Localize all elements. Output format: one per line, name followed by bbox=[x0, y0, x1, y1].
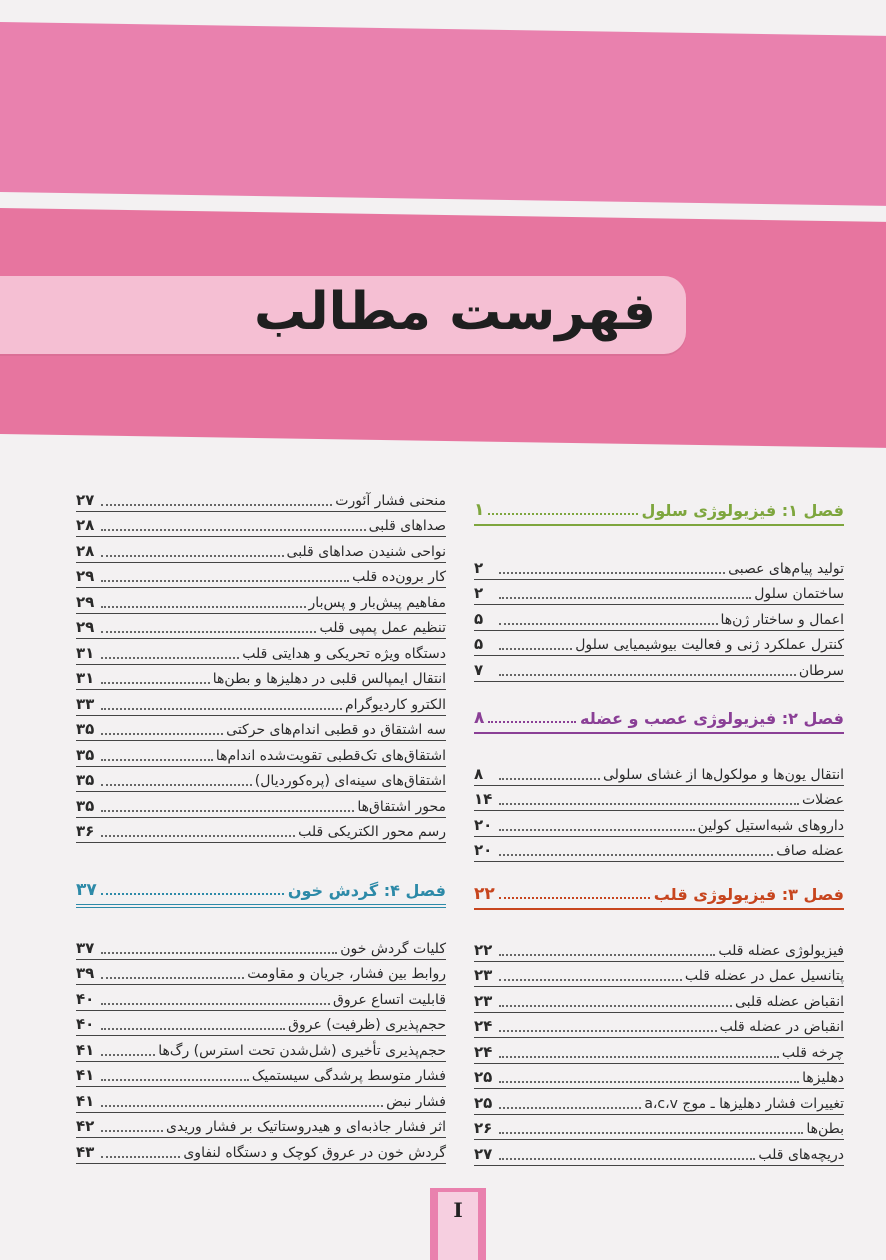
chapter-2-section bbox=[474, 704, 844, 862]
toc-entry[interactable] bbox=[474, 936, 844, 962]
leader-dots bbox=[101, 555, 284, 557]
leader-dots bbox=[499, 954, 715, 956]
toc-entry[interactable] bbox=[474, 631, 844, 657]
chapter-2-page: ۸ bbox=[474, 708, 485, 728]
toc-entry-page: ۲۴ bbox=[474, 1042, 493, 1061]
toc-entry[interactable] bbox=[76, 934, 446, 960]
toc-entry[interactable] bbox=[474, 760, 844, 786]
leader-dots bbox=[101, 682, 210, 684]
leader-dots bbox=[499, 1030, 717, 1032]
leader-dots bbox=[499, 897, 650, 899]
toc-entry[interactable] bbox=[76, 767, 446, 793]
leader-dots bbox=[101, 708, 342, 710]
toc-entry-title: مفاهیم پیش‌بار و پس‌بار bbox=[308, 594, 446, 611]
leader-dots bbox=[101, 893, 284, 895]
leader-dots bbox=[101, 835, 295, 837]
chapter-4-page: ۳۷ bbox=[76, 880, 97, 900]
toc-entry-page: ۳۹ bbox=[76, 964, 95, 982]
toc-entry[interactable] bbox=[474, 656, 844, 682]
toc-entry-title: عضلات bbox=[801, 792, 844, 808]
leader-dots bbox=[488, 721, 576, 723]
page-title: فهرست مطالب bbox=[254, 282, 656, 342]
toc-entry[interactable] bbox=[76, 716, 446, 742]
toc-entry[interactable] bbox=[474, 605, 844, 631]
toc-entry-title: دریچه‌های قلب bbox=[758, 1146, 844, 1163]
leader-dots bbox=[499, 623, 718, 625]
chapter-3-continued-section bbox=[76, 486, 446, 843]
toc-entry[interactable] bbox=[474, 554, 844, 580]
toc-entry-page: ۲ bbox=[474, 584, 484, 602]
leader-dots bbox=[101, 733, 223, 735]
toc-entry[interactable] bbox=[76, 690, 446, 716]
leader-dots bbox=[499, 803, 799, 805]
chapter-3-continued-items bbox=[76, 486, 446, 843]
toc-entry-page: ۳۵ bbox=[76, 796, 95, 815]
leader-dots bbox=[101, 1105, 383, 1107]
header-band-top bbox=[0, 22, 886, 206]
toc-entry[interactable] bbox=[76, 985, 446, 1011]
toc-entry-page: ۳۳ bbox=[76, 694, 95, 713]
toc-entry-title: تنظیم عمل پمپی قلب bbox=[319, 620, 446, 636]
toc-entry[interactable] bbox=[474, 1064, 844, 1090]
toc-entry[interactable] bbox=[76, 537, 446, 563]
toc-entry-page: ۲۹ bbox=[76, 592, 95, 611]
toc-entry-page: ۲۴ bbox=[474, 1017, 493, 1035]
leader-dots bbox=[499, 979, 682, 981]
toc-entry-page: ۲۰ bbox=[474, 841, 493, 859]
toc-entry[interactable] bbox=[474, 786, 844, 812]
toc-entry-title: کلیات گردش خون bbox=[340, 940, 446, 957]
toc-entry[interactable] bbox=[474, 1038, 844, 1064]
toc-entry[interactable] bbox=[76, 486, 446, 512]
page-number-tab bbox=[430, 1188, 486, 1260]
toc-entry-title: سرطان bbox=[798, 662, 844, 679]
toc-entry-page: ۲۰ bbox=[474, 815, 493, 834]
toc-entry-page: ۴۱ bbox=[76, 1040, 95, 1059]
toc-entry-title: اشتقاق‌های سینه‌ای (پره‌کوردیال) bbox=[254, 773, 446, 789]
leader-dots bbox=[101, 784, 252, 786]
chapter-1-section bbox=[474, 496, 844, 682]
toc-entry-page: ۳۷ bbox=[76, 938, 95, 957]
leader-dots bbox=[101, 1130, 163, 1132]
toc-entry[interactable] bbox=[474, 580, 844, 606]
toc-entry-title: نواحی شنیدن صداهای قلبی bbox=[286, 543, 446, 560]
toc-entry-title: حجم‌پذیری (ظرفیت) عروق bbox=[288, 1017, 446, 1033]
toc-entry-title: انقباض در عضله قلب bbox=[719, 1019, 844, 1035]
toc-entry-title: انتقال یون‌ها و مولکول‌ها از غشای سلولی bbox=[602, 766, 844, 783]
chapter-3-items bbox=[474, 936, 844, 1166]
toc-entry-page: ۳۱ bbox=[76, 669, 95, 687]
toc-entry-title: پتانسیل عمل در عضله قلب bbox=[684, 968, 844, 984]
toc-entry-page: ۲۷ bbox=[474, 1144, 493, 1163]
chapter-3-heading[interactable] bbox=[474, 880, 844, 910]
toc-entry-page: ۴۱ bbox=[76, 1091, 95, 1110]
leader-dots bbox=[499, 1005, 732, 1007]
toc-entry-page: ۵ bbox=[474, 635, 484, 653]
toc-entry[interactable] bbox=[76, 960, 446, 986]
toc-entry-title: عضله صاف bbox=[776, 843, 844, 859]
leader-dots bbox=[101, 606, 306, 608]
toc-entry-title: محور اشتقاق‌ها bbox=[357, 798, 446, 815]
toc-entry-title: داروهای شبه‌استیل کولین bbox=[697, 817, 844, 834]
leader-dots bbox=[101, 810, 354, 812]
leader-dots bbox=[499, 1081, 799, 1083]
leader-dots bbox=[101, 504, 332, 506]
toc-entry-page: ۲۶ bbox=[474, 1119, 493, 1137]
leader-dots bbox=[101, 1079, 249, 1081]
leader-dots bbox=[101, 529, 366, 531]
toc-entry-page: ۲۲ bbox=[474, 940, 493, 959]
toc-entry[interactable] bbox=[76, 1138, 446, 1164]
chapter-2-heading[interactable] bbox=[474, 704, 844, 734]
toc-entry[interactable] bbox=[76, 1087, 446, 1113]
toc-entry-title: روابط بین فشار، جریان و مقاومت bbox=[247, 966, 446, 982]
leader-dots bbox=[101, 952, 337, 954]
chapter-1-title: فصل ۱: فیزیولوژی سلول bbox=[641, 501, 844, 520]
toc-entry[interactable] bbox=[76, 563, 446, 589]
chapter-1-page: ۱ bbox=[474, 500, 485, 520]
toc-entry-title: سه اشتقاق دو قطبی اندام‌های حرکتی bbox=[226, 722, 446, 738]
toc-entry-page: ۲۸ bbox=[76, 541, 95, 560]
leader-dots bbox=[101, 759, 213, 761]
toc-entry-page: ۲۷ bbox=[76, 490, 95, 509]
toc-entry-page: ۲۹ bbox=[76, 618, 95, 636]
toc-entry-page: ۷ bbox=[474, 660, 484, 679]
toc-entry[interactable] bbox=[76, 588, 446, 614]
leader-dots bbox=[499, 648, 572, 650]
toc-entry-page: ۱۴ bbox=[474, 790, 493, 808]
chapter-4-section bbox=[76, 876, 446, 1164]
toc-entry-title: کار برون‌ده قلب bbox=[352, 569, 446, 585]
toc-entry-title: تغییرات فشار دهلیزها ـ موج a،c،v bbox=[644, 1095, 844, 1112]
toc-entry-title: صداهای قلبی bbox=[368, 518, 446, 534]
leader-dots bbox=[499, 1132, 803, 1134]
leader-dots bbox=[499, 778, 600, 780]
page-number: I bbox=[438, 1192, 478, 1260]
toc-entry[interactable] bbox=[76, 1113, 446, 1139]
chapter-1-heading[interactable] bbox=[474, 496, 844, 526]
leader-dots bbox=[499, 1107, 641, 1109]
toc-entry-title: چرخه قلب bbox=[781, 1044, 844, 1061]
toc-entry-title: رسم محور الکتریکی قلب bbox=[298, 824, 446, 840]
toc-entry-page: ۳۵ bbox=[76, 771, 95, 789]
toc-entry-title: گردش خون در عروق کوچک و دستگاه لنفاوی bbox=[183, 1144, 446, 1161]
chapter-4-items bbox=[76, 934, 446, 1164]
chapter-4-heading[interactable] bbox=[76, 876, 446, 908]
toc-entry-page: ۳۵ bbox=[76, 720, 95, 738]
toc-entry-page: ۲ bbox=[474, 558, 484, 577]
toc-entry-page: ۲۵ bbox=[474, 1093, 493, 1112]
toc-entry[interactable] bbox=[474, 962, 844, 988]
leader-dots bbox=[101, 1003, 330, 1005]
toc-entry-title: اشتقاق‌های تک‌قطبی تقویت‌شده اندام‌ها bbox=[215, 747, 446, 764]
chapter-2-items bbox=[474, 760, 844, 862]
toc-entry-title: منحنی فشار آئورت bbox=[335, 492, 446, 509]
toc-entry-title: الکترو کاردیوگرام bbox=[344, 696, 446, 713]
leader-dots bbox=[499, 1158, 755, 1160]
chapter-2-title: فصل ۲: فیزیولوژی عصب و عضله bbox=[580, 709, 844, 728]
leader-dots bbox=[101, 657, 239, 659]
chapter-3-title: فصل ۳: فیزیولوژی قلب bbox=[653, 885, 844, 904]
toc-entry[interactable] bbox=[76, 665, 446, 691]
toc-entry[interactable] bbox=[474, 1115, 844, 1141]
toc-entry[interactable] bbox=[76, 1036, 446, 1062]
toc-entry-page: ۴۳ bbox=[76, 1142, 95, 1161]
toc-entry-title: بطن‌ها bbox=[806, 1121, 844, 1137]
toc-entry-page: ۴۲ bbox=[76, 1117, 95, 1135]
toc-entry[interactable] bbox=[474, 1140, 844, 1166]
toc-entry-page: ۲۹ bbox=[76, 567, 95, 585]
leader-dots bbox=[101, 631, 316, 633]
toc-entry[interactable] bbox=[474, 987, 844, 1013]
toc-entry[interactable] bbox=[76, 818, 446, 844]
toc-entry-page: ۳۱ bbox=[76, 643, 95, 662]
chapter-4-title: فصل ۴: گردش خون bbox=[287, 881, 446, 900]
toc-entry[interactable] bbox=[76, 1011, 446, 1037]
toc-entry-title: اعمال و ساختار ژن‌ها bbox=[720, 611, 844, 628]
title-box bbox=[0, 276, 686, 354]
chapter-3-page: ۲۲ bbox=[474, 884, 495, 904]
toc-entry-page: ۴۰ bbox=[76, 1015, 95, 1033]
chapter-1-items bbox=[474, 554, 844, 682]
leader-dots bbox=[488, 513, 637, 515]
leader-dots bbox=[101, 1156, 180, 1158]
toc-entry-title: فشار متوسط پرشدگی سیستمیک bbox=[251, 1068, 446, 1084]
chapter-3-section bbox=[474, 880, 844, 1166]
leader-dots bbox=[499, 597, 751, 599]
toc-entry[interactable] bbox=[76, 792, 446, 818]
toc-entry-title: فشار نبض bbox=[386, 1093, 446, 1110]
toc-entry[interactable] bbox=[76, 614, 446, 640]
toc-entry-title: دستگاه ویژه تحریکی و هدایتی قلب bbox=[242, 645, 446, 662]
toc-entry[interactable] bbox=[474, 811, 844, 837]
leader-dots bbox=[499, 829, 695, 831]
leader-dots bbox=[499, 854, 773, 856]
toc-entry-title: انقباض عضله قلبی bbox=[734, 993, 844, 1010]
leader-dots bbox=[101, 1054, 155, 1056]
toc-entry-title: تولید پیام‌های عصبی bbox=[728, 560, 844, 577]
leader-dots bbox=[101, 580, 349, 582]
toc-entry-title: حجم‌پذیری تأخیری (شل‌شدن تحت استرس) رگ‌ها bbox=[158, 1042, 446, 1059]
toc-entry-page: ۲۸ bbox=[76, 516, 95, 534]
toc-entry-page: ۲۵ bbox=[474, 1068, 493, 1086]
toc-entry-page: ۲۳ bbox=[474, 966, 493, 984]
leader-dots bbox=[499, 1056, 779, 1058]
leader-dots bbox=[499, 572, 725, 574]
toc-entry-title: اثر فشار جاذبه‌ای و هیدروستاتیک بر فشار وریدی bbox=[166, 1119, 446, 1135]
toc-entry-page: ۲۳ bbox=[474, 991, 493, 1010]
leader-dots bbox=[101, 1028, 285, 1030]
toc-entry[interactable] bbox=[76, 741, 446, 767]
toc-entry-page: ۵ bbox=[474, 609, 484, 628]
toc-entry-page: ۴۱ bbox=[76, 1066, 95, 1084]
toc-entry[interactable] bbox=[474, 837, 844, 863]
toc-entry-page: ۸ bbox=[474, 764, 484, 783]
toc-entry-title: انتقال ایمپالس قلبی در دهلیزها و بطن‌ها bbox=[212, 671, 446, 687]
toc-entry-title: ساختمان سلول bbox=[754, 586, 844, 602]
toc-entry-page: ۳۶ bbox=[76, 822, 95, 840]
toc-entry-title: فیزیولوژی عضله قلب bbox=[718, 942, 844, 959]
toc-entry-page: ۳۵ bbox=[76, 745, 95, 764]
toc-entry-title: دهلیزها bbox=[802, 1070, 844, 1086]
leader-dots bbox=[101, 977, 244, 979]
toc-entry[interactable] bbox=[76, 639, 446, 665]
toc-entry-page: ۴۰ bbox=[76, 989, 95, 1008]
toc-entry[interactable] bbox=[474, 1013, 844, 1039]
toc-entry-title: قابلیت اتساع عروق bbox=[333, 991, 446, 1008]
toc-entry-title: کنترل عملکرد ژنی و فعالیت بیوشیمیایی سلول bbox=[575, 637, 844, 653]
toc-entry[interactable] bbox=[474, 1089, 844, 1115]
leader-dots bbox=[499, 674, 796, 676]
toc-entry[interactable] bbox=[76, 512, 446, 538]
toc-entry[interactable] bbox=[76, 1062, 446, 1088]
